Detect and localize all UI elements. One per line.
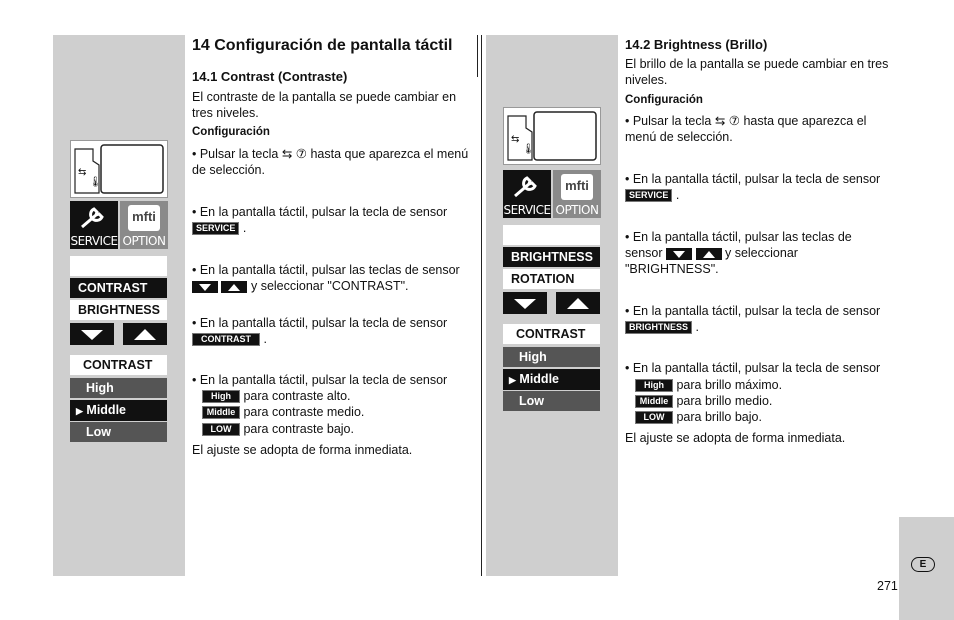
section-title-contrast: 14.1 Contrast (Contraste) <box>192 69 348 84</box>
svg-text:⇆: ⇆ <box>78 167 87 178</box>
option-tile-label: OPTION <box>555 203 599 217</box>
high-key-chip: High <box>635 379 673 392</box>
brightness-key-chip: BRIGHTNESS <box>625 321 692 334</box>
level-middle-label: Middle <box>86 403 126 417</box>
camera-display-icon <box>504 108 600 164</box>
contrast-level-high: High para contraste alto. <box>202 388 351 404</box>
mfti-logo-icon: mfti <box>561 174 593 200</box>
brightness-step-3: • En la pantalla táctil, pulsar las teclas de sensor y seleccionar "BRIGHTNESS". <box>625 230 852 276</box>
contrast-level-middle: Middle para contraste medio. <box>202 404 364 420</box>
wrench-icon <box>78 205 110 231</box>
menu-item-brightness[interactable]: BRIGHTNESS <box>503 247 600 267</box>
service-key-chip: SERVICE <box>625 189 672 202</box>
selected-arrow-icon: ▶ <box>509 375 516 385</box>
camera-display-icon <box>71 141 167 197</box>
svg-text:🌡: 🌡 <box>522 144 535 155</box>
contrast-config-label: Configuración <box>192 126 270 138</box>
svg-text:🌡: 🌡 <box>89 177 102 188</box>
option-tile-button[interactable] <box>553 170 601 218</box>
contrast-step-2: • En la pantalla táctil, pulsar la tecla de sensor SERVICE . <box>192 205 448 235</box>
mfti-logo-icon: mfti <box>128 205 160 231</box>
brightness-step-1: • Pulsar la tecla ⇆ ⑦ hasta que aparezca el menú de selección. <box>625 114 867 144</box>
device-screen-1 <box>70 140 168 198</box>
level-high[interactable]: High <box>70 378 167 398</box>
contrast-step-3: • En la pantalla táctil, pulsar las teclas de sensor y seleccionar "CONTRAST". <box>192 263 460 293</box>
brightness-level-middle: Middle para brillo medio. <box>635 393 772 409</box>
section-title-brightness: 14.2 Brightness (Brillo) <box>625 37 768 52</box>
menu-item-rotation[interactable]: ROTATION <box>503 269 600 289</box>
level-high[interactable]: High <box>503 347 600 367</box>
level-middle-label: Middle <box>519 372 559 386</box>
service-tile-button[interactable] <box>503 170 551 218</box>
arrow-up-icon <box>556 292 600 314</box>
service-tile-label: SERVICE <box>70 234 118 248</box>
arrow-down-icon <box>192 281 218 293</box>
brightness-intro: El brillo de la pantalla se puede cambiar en tres niveles. <box>625 57 889 87</box>
brightness-level-high: High para brillo máximo. <box>635 377 782 393</box>
menu-panel-1 <box>70 256 167 276</box>
brightness-outro: El ajuste se adopta de forma inmediata. <box>625 431 846 445</box>
level-low[interactable]: Low <box>503 391 600 411</box>
contrast-step-4: • En la pantalla táctil, pulsar la tecla de sensor CONTRAST . <box>192 316 448 346</box>
contrast-step-5: • En la pantalla táctil, pulsar la tecla de sensor <box>192 373 448 387</box>
chapter-title: 14 Configuración de pantalla táctil <box>192 37 453 54</box>
arrow-down-chip <box>666 248 692 260</box>
contrast-outro: El ajuste se adopta de forma inmediata. <box>192 443 413 457</box>
contrast-intro: El contraste de la pantalla se puede cambiar en tres niveles. <box>192 90 457 120</box>
column-divider-lower <box>481 35 482 576</box>
arrow-up-key[interactable] <box>556 292 600 314</box>
device-screen-2 <box>503 107 601 165</box>
svg-text:⇆: ⇆ <box>511 134 520 145</box>
brightness-step-4: • En la pantalla táctil, pulsar la tecla de sensor BRIGHTNESS . <box>625 304 881 334</box>
menu-item-contrast[interactable]: CONTRAST <box>70 278 167 298</box>
option-tile-label: OPTION <box>122 234 166 248</box>
arrow-down-key[interactable] <box>70 323 114 345</box>
service-tile-button[interactable] <box>70 201 118 249</box>
arrow-up-icon <box>696 248 722 260</box>
menu-item-brightness[interactable]: BRIGHTNESS <box>70 300 167 320</box>
brightness-level-low: LOW para brillo bajo. <box>635 409 762 425</box>
arrow-up-icon <box>221 281 247 293</box>
brightness-config-label: Configuración <box>625 94 703 106</box>
brightness-step-5: • En la pantalla táctil, pulsar la tecla de sensor <box>625 361 881 375</box>
arrow-down-key[interactable] <box>503 292 547 314</box>
column-divider <box>477 35 478 77</box>
middle-key-chip: Middle <box>202 406 240 419</box>
contrast-key-chip: CONTRAST <box>192 333 260 346</box>
contrast-step-1: • Pulsar la tecla ⇆ ⑦ hasta que aparezca el menú de selección. <box>192 147 469 177</box>
page-number: 271 <box>877 579 898 593</box>
high-key-chip: High <box>202 390 240 403</box>
low-key-chip: LOW <box>202 423 240 436</box>
low-key-chip: LOW <box>635 411 673 424</box>
language-badge: E <box>911 557 935 572</box>
service-key-chip: SERVICE <box>192 222 239 235</box>
menu-panel-2 <box>503 225 600 245</box>
contrast-submenu-title: CONTRAST <box>70 355 167 375</box>
brightness-step-2: • En la pantalla táctil, pulsar la tecla de sensor SERVICE . <box>625 172 881 202</box>
middle-key-chip: Middle <box>635 395 673 408</box>
service-tile-label: SERVICE <box>503 203 551 217</box>
arrow-up-icon <box>123 323 167 345</box>
level-middle[interactable] <box>503 369 600 390</box>
selected-arrow-icon: ▶ <box>76 406 83 416</box>
arrow-down-icon <box>70 323 114 345</box>
arrow-down-icon <box>503 292 547 314</box>
arrow-up-chip <box>221 281 247 293</box>
level-low[interactable]: Low <box>70 422 167 442</box>
level-middle[interactable] <box>70 400 167 421</box>
contrast-level-low: LOW para contraste bajo. <box>202 421 354 437</box>
arrow-down-icon <box>666 248 692 260</box>
option-tile-button[interactable] <box>120 201 168 249</box>
arrow-up-key[interactable] <box>123 323 167 345</box>
wrench-icon <box>511 174 543 200</box>
contrast-submenu-title: CONTRAST <box>503 324 600 344</box>
arrow-up-chip <box>696 248 722 260</box>
arrow-down-chip <box>192 281 218 293</box>
